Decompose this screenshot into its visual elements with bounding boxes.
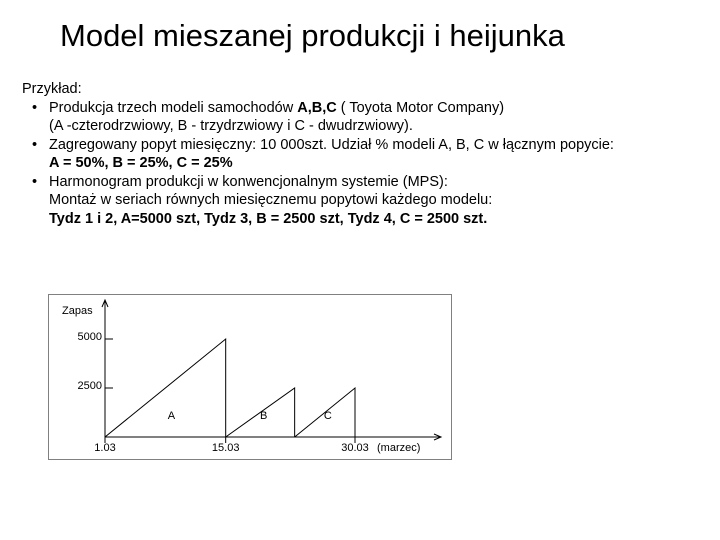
intro-label: Przykład: (22, 81, 82, 97)
bullet-text-bold: A = 50%, B = 25%, C = 25% (49, 155, 233, 171)
series-line-a (105, 339, 226, 437)
slide-body (22, 80, 712, 228)
bullet-text-bold: Tydz 1 i 2, A=5000 szt, Tydz 3, B = 2500 szt, Tydz 4, C = 2500 szt. (49, 210, 488, 227)
bullet-marker: • (32, 173, 38, 190)
series-label-a: A (167, 410, 176, 422)
bullet-text: ( Toyota Motor Company) (336, 99, 505, 116)
bullet-text-bold: A,B,C (297, 99, 337, 116)
x-axis-unit-label: (marzec) (377, 442, 421, 454)
bullet-continuation (22, 210, 712, 229)
bullet-text: Produkcja trzech modeli samochodów (49, 99, 298, 116)
bullet-marker: • (32, 99, 38, 116)
bullet-continuation (22, 154, 712, 173)
inventory-chart-svg (49, 295, 453, 461)
bullet-item-models (22, 99, 712, 118)
bullet-continuation: (A -czterodrzwiowy, B - trzydrzwiowy i C - dwudrzwiowy). (49, 118, 413, 134)
bullet-text: Harmonogram produkcji w konwencjonalnym systemie (MPS): (49, 173, 448, 190)
x-tick-label: 15.03 (211, 442, 240, 454)
bullet-marker: • (32, 136, 38, 153)
series-label-b: B (259, 410, 268, 422)
y-axis-label: Zapas (62, 305, 93, 317)
x-tick-label: 1.03 (94, 442, 116, 454)
series-label-c: C (323, 410, 332, 422)
x-tick-label: 30.03 (341, 442, 369, 454)
bullet-item-demand (22, 136, 712, 155)
bullet-continuation: Montaż w seriach równych miesięcznemu popytowi każdego modelu: (49, 192, 493, 208)
y-tick-label: 2500 (77, 380, 102, 392)
inventory-chart (48, 294, 452, 460)
bullet-text: Zagregowany popyt miesięczny: 10 000szt. Udział % modeli A, B, C w łącznym popycie: (49, 136, 614, 153)
bullet-item-schedule (22, 173, 712, 192)
y-tick-label: 5000 (77, 331, 102, 343)
slide-title: Model mieszanej produkcji i heijunka (60, 18, 565, 53)
